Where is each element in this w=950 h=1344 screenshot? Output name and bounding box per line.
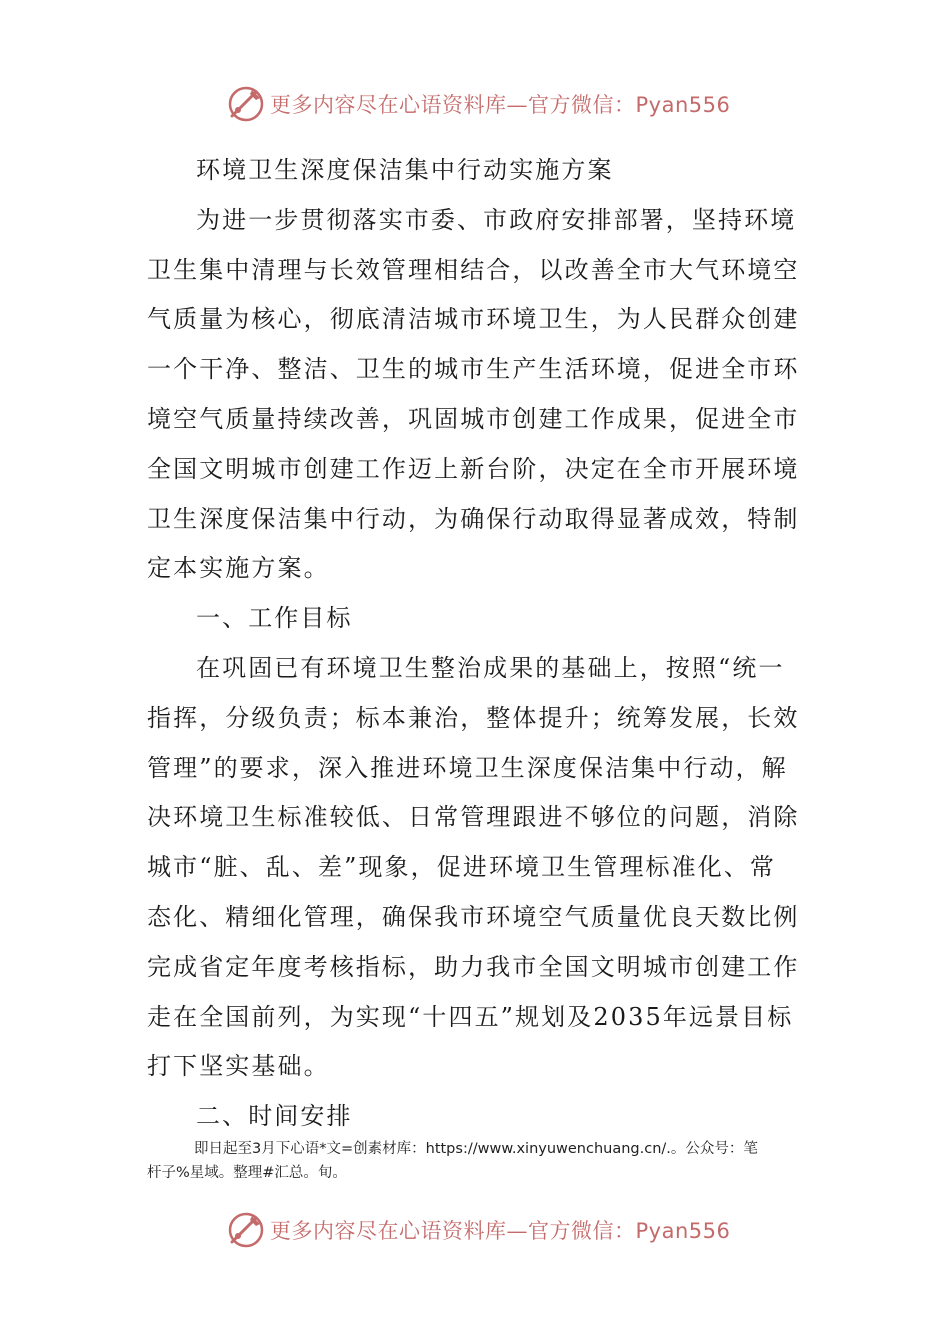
paragraph-line: 境空气质量持续改善，巩固城市创建工作成果，促进全市 [147,404,800,433]
paragraph-line: 卫生集中清理与长效管理相结合，以改善全市大气环境空 [147,255,800,284]
pen-logo-icon [226,84,266,124]
document-title: 环境卫生深度保洁集中行动实施方案 [196,156,614,184]
paragraph-line: 为进一步贯彻落实市委、市政府安排部署，坚持环境 [196,205,797,234]
banner-label: 更多内容尽在心语资料库—官方微信： [270,1219,636,1243]
paragraph-line: 走在全国前列，为实现“十四五”规划及2035年远景目标 [147,1002,794,1031]
footer-banner [226,1208,730,1252]
paragraph-line: 定本实施方案。 [147,554,330,583]
footnote-line: 杆子%星域。整理#汇总。旬。 [147,1165,347,1181]
section-heading-schedule: 二、时间安排 [196,1102,353,1131]
banner-text [270,89,730,119]
footnote [147,1137,809,1185]
banner-wechat-id: Pyan556 [635,1219,731,1243]
paragraph-line: 完成省定年度考核指标，助力我市全国文明城市创建工作 [147,952,800,981]
section-heading-goals: 一、工作目标 [196,604,353,633]
paragraph-line: 决环境卫生标准较低、日常管理跟进不够位的问题，消除 [147,803,800,832]
paragraph-line: 卫生深度保洁集中行动，为确保行动取得显著成效，特制 [147,504,800,533]
paragraph-line: 一个干净、整洁、卫生的城市生产生活环境，促进全市环 [147,355,800,384]
paragraph-line: 管理”的要求，深入推进环境卫生深度保洁集中行动，解 [147,753,788,782]
footnote-line: 即日起至3月下心语*文=创素材库：https://www.xinyuwenchuang.cn/.。公众号：笔 [194,1141,758,1157]
document-body [147,146,809,1142]
paragraph-line: 打下坚实基础。 [147,1052,330,1081]
paragraph-line: 在巩固已有环境卫生整治成果的基础上，按照“统一 [196,653,785,682]
banner-wechat-id: Pyan556 [635,93,731,117]
paragraph-line: 态化、精细化管理，确保我市环境空气质量优良天数比例 [147,902,800,931]
paragraph-line: 城市“脏、乱、差”现象，促进环境卫生管理标准化、常 [147,853,777,882]
header-banner [226,82,730,126]
paragraph-line: 全国文明城市创建工作迈上新台阶，决定在全市开展环境 [147,454,800,483]
paragraph-line: 气质量为核心，彻底清洁城市环境卫生，为人民群众创建 [147,305,800,334]
pen-logo-icon [226,1210,266,1250]
banner-label: 更多内容尽在心语资料库—官方微信： [270,93,636,117]
banner-text [270,1215,730,1245]
paragraph-line: 指挥，分级负责；标本兼治，整体提升；统筹发展，长效 [147,703,800,732]
